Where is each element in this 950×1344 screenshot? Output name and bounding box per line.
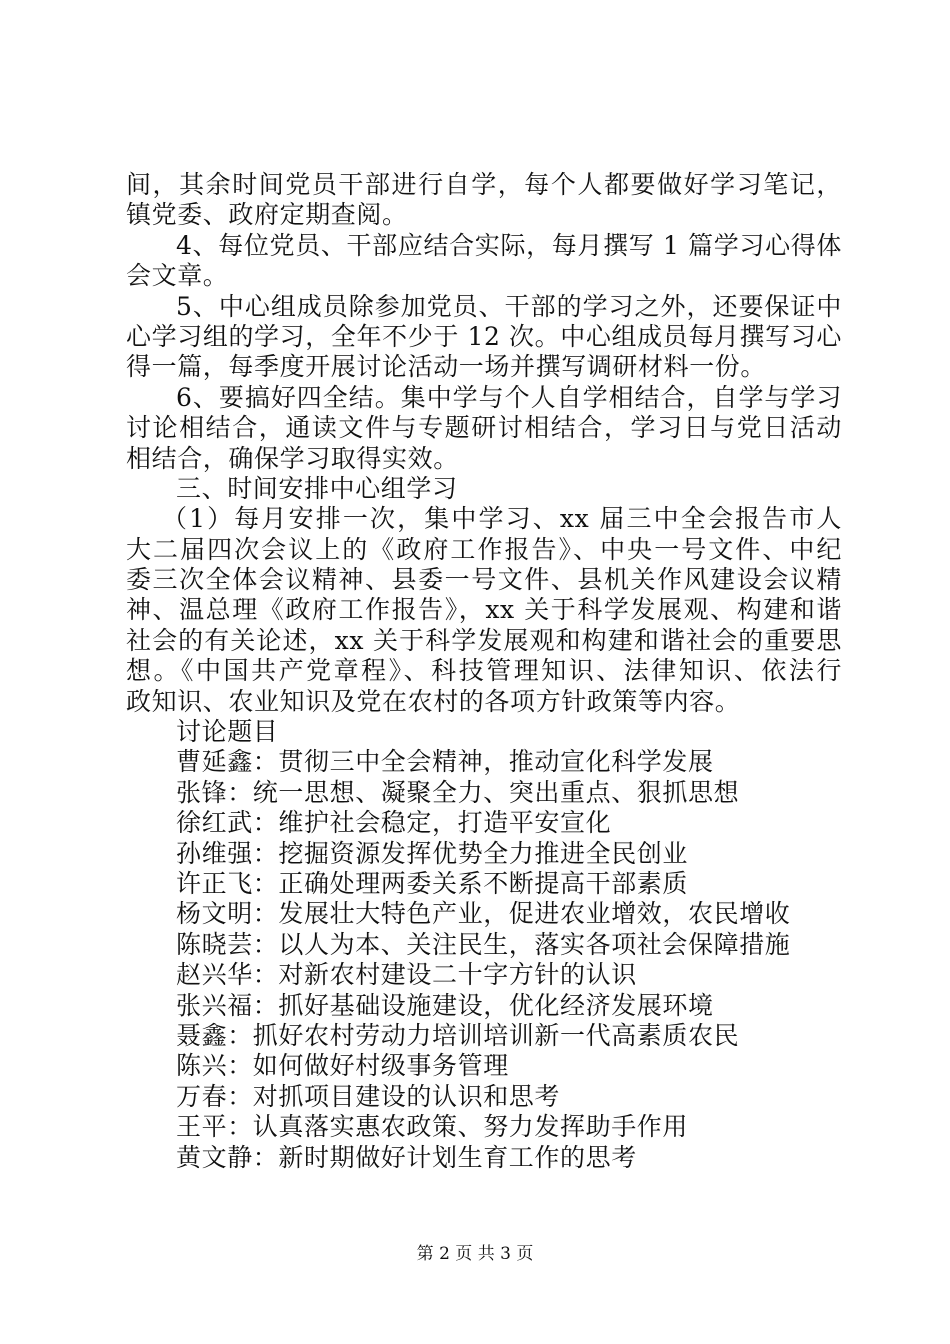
- topic-item: 聂鑫：抓好农村劳动力培训培训新一代高素质农民: [176, 1020, 740, 1050]
- paragraph-line: 6、要搞好四全结。集中学与个人自学相结合，自学与学习: [176, 382, 842, 412]
- topic-item: 张锋：统一思想、凝聚全力、突出重点、狠抓思想: [176, 777, 740, 807]
- paragraph-line: 大二届四次会议上的《政府工作报告》、中央一号文件、中纪: [126, 534, 842, 564]
- section-heading: 三、时间安排中心组学习: [176, 473, 458, 503]
- paragraph-line: 政知识、农业知识及党在农村的各项方针政策等内容。: [126, 686, 741, 716]
- paragraph-line: 委三次全体会议精神、县委一号文件、县机关作风建设会议精: [126, 565, 842, 595]
- paragraph-line: 4、每位党员、干部应结合实际，每月撰写 1 篇学习心得体: [176, 230, 842, 260]
- topic-item: 陈晓芸：以人为本、关注民生，落实各项社会保障措施: [176, 929, 791, 959]
- topic-item: 曹延鑫：贯彻三中全会精神，推动宣化科学发展: [176, 747, 714, 777]
- topic-item: 黄文静：新时期做好计划生育工作的思考: [176, 1142, 637, 1172]
- paragraph-line: 相结合，确保学习取得实效。: [126, 443, 459, 473]
- paragraph-line: 神、温总理《政府工作报告》，xx 关于科学发展观、构建和谐: [126, 595, 842, 625]
- paragraph-line: 会文章。: [126, 261, 229, 291]
- paragraph-line: 5、中心组成员除参加党员、干部的学习之外，还要保证中: [176, 291, 842, 321]
- paragraph-line: 想。《中国共产党章程》、科技管理知识、法律知识、依法行: [126, 656, 842, 686]
- topic-item: 万春：对抓项目建设的认识和思考: [176, 1081, 561, 1111]
- topic-item: 赵兴华：对新农村建设二十字方针的认识: [176, 960, 637, 990]
- topic-item: 王平：认真落实惠农政策、努力发挥助手作用: [176, 1112, 689, 1142]
- page-number-footer: 第 2 页 共 3 页: [416, 1244, 534, 1264]
- paragraph-line: 心学习组的学习，全年不少于 12 次。中心组成员每月撰写习心: [126, 321, 842, 351]
- paragraph-line: 讨论相结合，通读文件与专题研讨相结合，学习日与党日活动: [126, 413, 842, 443]
- paragraph-line: 得一篇，每季度开展讨论活动一场并撰写调研材料一份。: [126, 352, 767, 382]
- topic-item: 许正飞：正确处理两委关系不断提高干部素质: [176, 868, 689, 898]
- paragraph-line: （1）每月安排一次，集中学习、xx 届三中全会报告市人: [162, 504, 842, 534]
- paragraph-line: 间，其余时间党员干部进行自学，每个人都要做好学习笔记，: [126, 170, 842, 199]
- topic-item: 张兴福：抓好基础设施建设，优化经济发展环境: [176, 990, 714, 1020]
- topic-item: 陈兴：如何做好村级事务管理: [176, 1051, 509, 1081]
- paragraph-line: 镇党委、政府定期查阅。: [126, 200, 408, 230]
- paragraph-line: 社会的有关论述，xx 关于科学发展观和构建和谐社会的重要思: [126, 625, 842, 655]
- topic-item: 孙维强：挖掘资源发挥优势全力推进全民创业: [176, 838, 689, 868]
- topic-item: 杨文明：发展壮大特色产业，促进农业增效，农民增收: [176, 899, 791, 929]
- document-body: [126, 170, 842, 1173]
- topics-heading: 讨论题目: [176, 717, 279, 747]
- topic-item: 徐红武：维护社会稳定，打造平安宣化: [176, 808, 612, 838]
